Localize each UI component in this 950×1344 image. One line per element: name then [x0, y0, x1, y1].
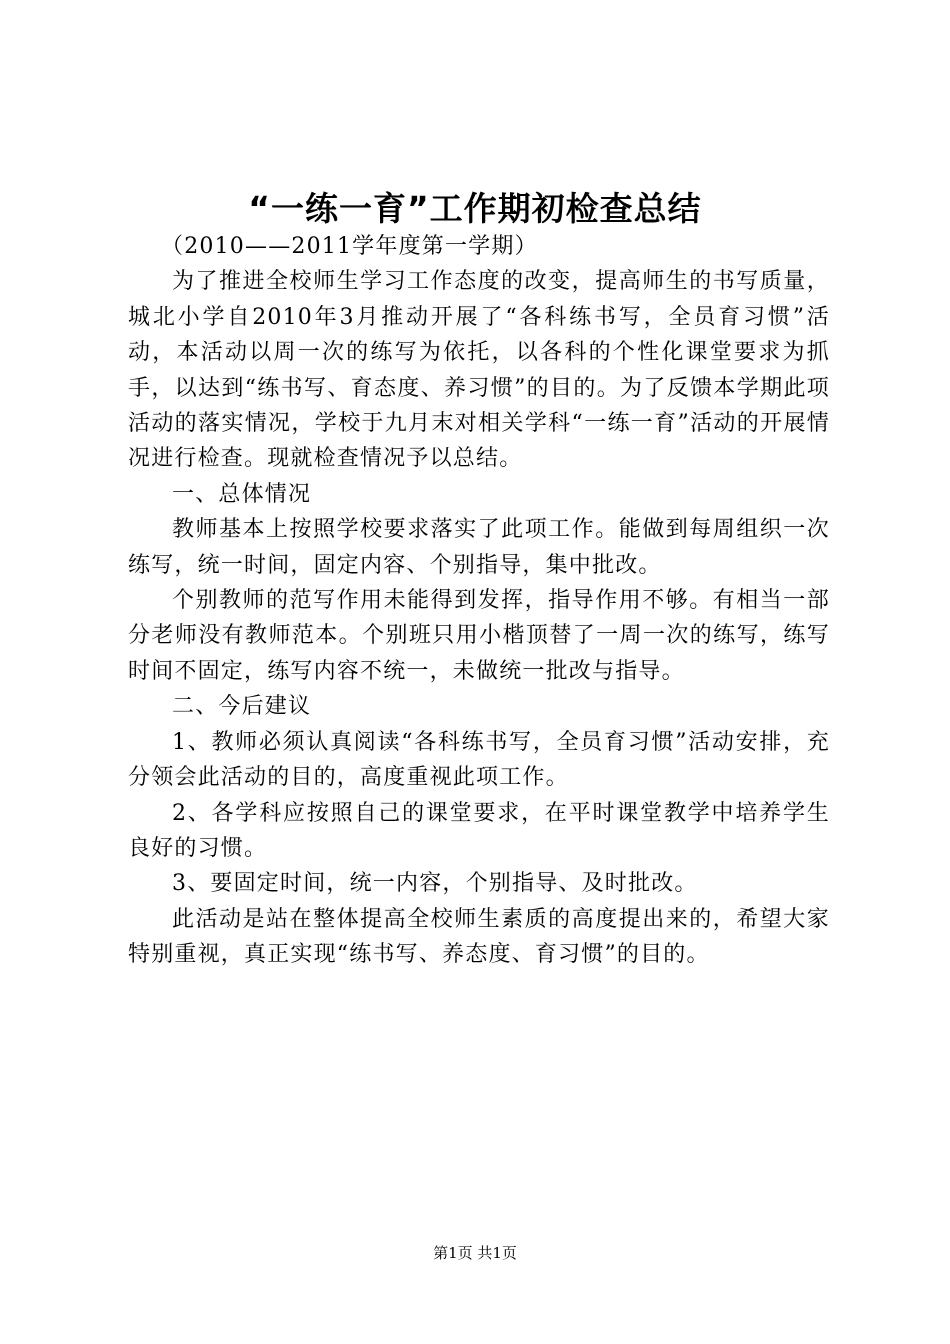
document-subtitle: （2010——2011学年度第一学期）: [161, 234, 538, 259]
section-heading-overall: 一、总体情况: [172, 481, 312, 507]
page-footer: 第1页 共1页: [433, 1244, 517, 1262]
paragraph-overall-issues: 个别教师的范写作用未能得到发挥，指导作用不够。有相当一部分老师没有教师范本。个别班只用小楷顶替了一周一次的练写，练写时间不固定，练写内容不统一，未做统一批改与指导。: [128, 588, 830, 684]
paragraph-conclusion: 此活动是站在整体提高全校师生素质的高度提出来的，希望大家特别重视，真正实现“练书写、养态度、育习惯”的目的。: [128, 906, 830, 968]
suggestion-item-1: 1、教师必须认真阅读“各科练书写，全员育习惯”活动安排，充分领会此活动的目的，高度重视此项工作。: [128, 729, 830, 791]
paragraph-intro: 为了推进全校师生学习工作态度的改变，提高师生的书写质量，城北小学自2010年3月推动开展了“各科练书写，全员育习惯”活动，本活动以周一次的练写为依托，以各科的个性化课堂要求为抓手，以达到“练书写、育态度、养习惯”的目的。为了反馈本学期此项活动的落实情况，学校于九月末对相关学科“一练一育”活动的开展情况进行检查。现就检查情况予以总结。: [128, 269, 830, 472]
document-body: [128, 229, 830, 973]
suggestion-item-2: 2、各学科应按照自己的课堂要求，在平时课堂教学中培养学生良好的习惯。: [128, 800, 830, 861]
suggestion-item-3: 3、要固定时间，统一内容，个别指导、及时批改。: [172, 871, 698, 897]
document-title: “一练一育”工作期初检查总结: [248, 189, 702, 228]
paragraph-overall-positive: 教师基本上按照学校要求落实了此项工作。能做到每周组织一次练写，统一时间，固定内容、个别指导，集中批改。: [128, 517, 830, 578]
section-heading-suggestions: 二、今后建议: [172, 694, 312, 720]
